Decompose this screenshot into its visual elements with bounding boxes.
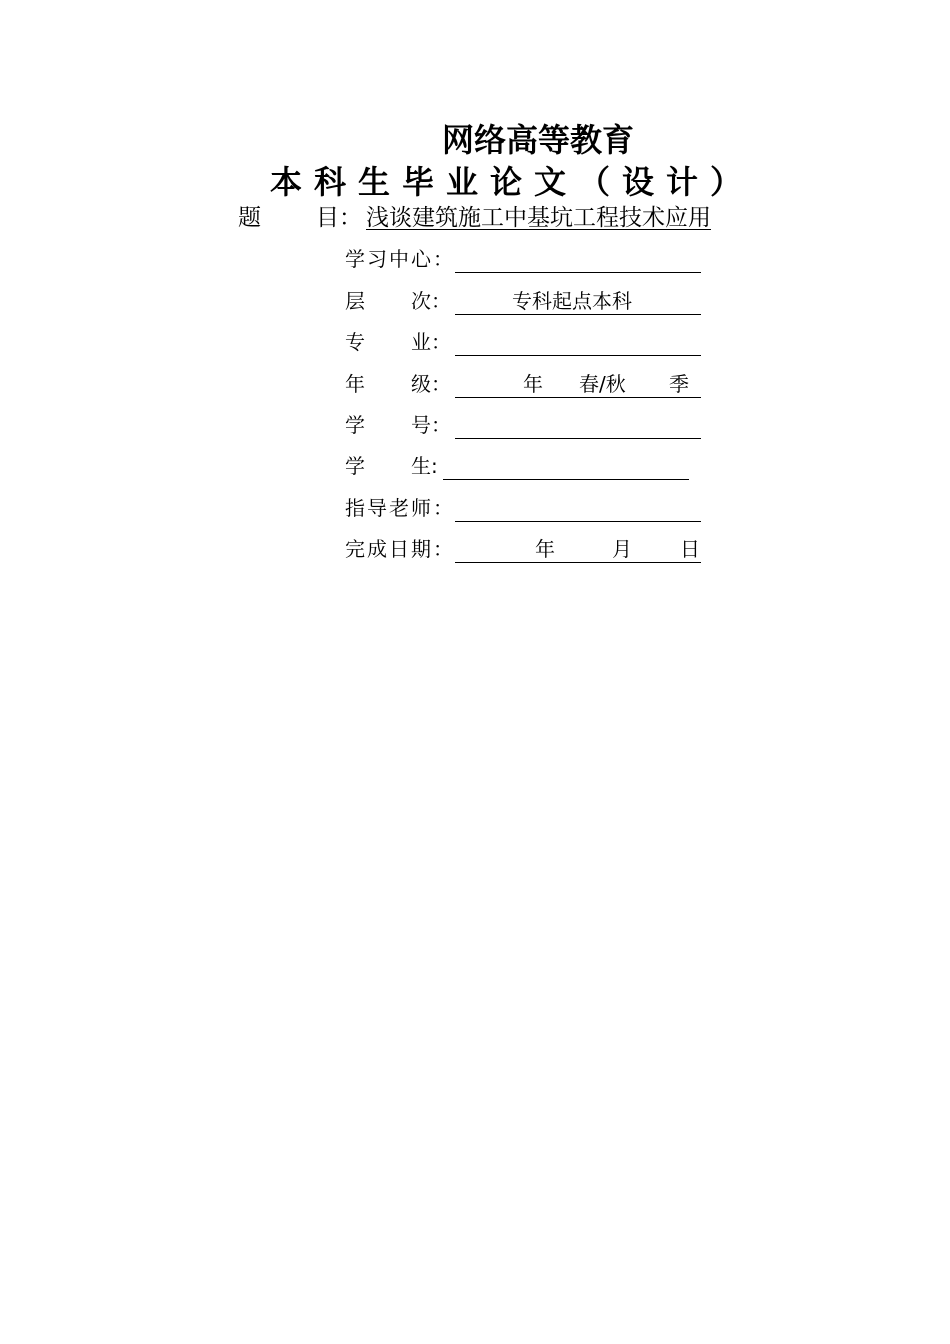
level-label-b: 次： xyxy=(411,289,451,313)
topic-label-char2: 目： xyxy=(316,205,362,231)
thesis-type-title: 本科生毕业论文（设计） xyxy=(270,163,755,201)
learning-center-line xyxy=(455,244,701,273)
grade-term: 季 xyxy=(669,372,689,396)
grade-line xyxy=(455,369,701,398)
field-label xyxy=(345,369,453,399)
student-line xyxy=(443,451,689,480)
field-label xyxy=(345,244,453,274)
grade-label-b: 级： xyxy=(411,372,451,396)
date-month: 月 xyxy=(612,537,632,561)
institution-title: 网络高等教育 xyxy=(442,121,635,159)
topic-value: 浅谈建筑施工中基坑工程技术应用 xyxy=(366,205,711,231)
field-label xyxy=(345,493,453,523)
field-label xyxy=(345,286,453,316)
date-day: 日 xyxy=(680,537,700,561)
advisor-label: 指导老师： xyxy=(345,496,455,520)
completion-date-label: 完成日期： xyxy=(345,537,455,561)
student-id-label-b: 号： xyxy=(411,413,451,437)
date-year: 年 xyxy=(535,537,555,561)
advisor-line xyxy=(455,493,701,522)
learning-center-label: 学习中心： xyxy=(345,247,455,271)
major-line xyxy=(455,327,701,356)
level-label-a: 层 xyxy=(345,289,365,313)
student-label-b: 生: xyxy=(411,454,438,478)
topic-label-char1: 题 xyxy=(238,205,261,231)
grade-label-a: 年 xyxy=(345,372,365,396)
student-label-a: 学 xyxy=(345,454,365,478)
major-label-a: 专 xyxy=(345,330,365,354)
completion-date-line xyxy=(455,534,701,563)
student-id-line xyxy=(455,410,701,439)
field-label xyxy=(345,534,453,564)
field-label xyxy=(345,451,453,481)
field-label xyxy=(345,327,453,357)
level-line xyxy=(455,286,701,315)
grade-year: 年 xyxy=(523,372,543,396)
grade-season: 春/秋 xyxy=(579,372,626,396)
level-value: 专科起点本科 xyxy=(512,289,632,313)
field-label xyxy=(345,410,453,440)
student-id-label-a: 学 xyxy=(345,413,365,437)
major-label-b: 业： xyxy=(411,330,451,354)
